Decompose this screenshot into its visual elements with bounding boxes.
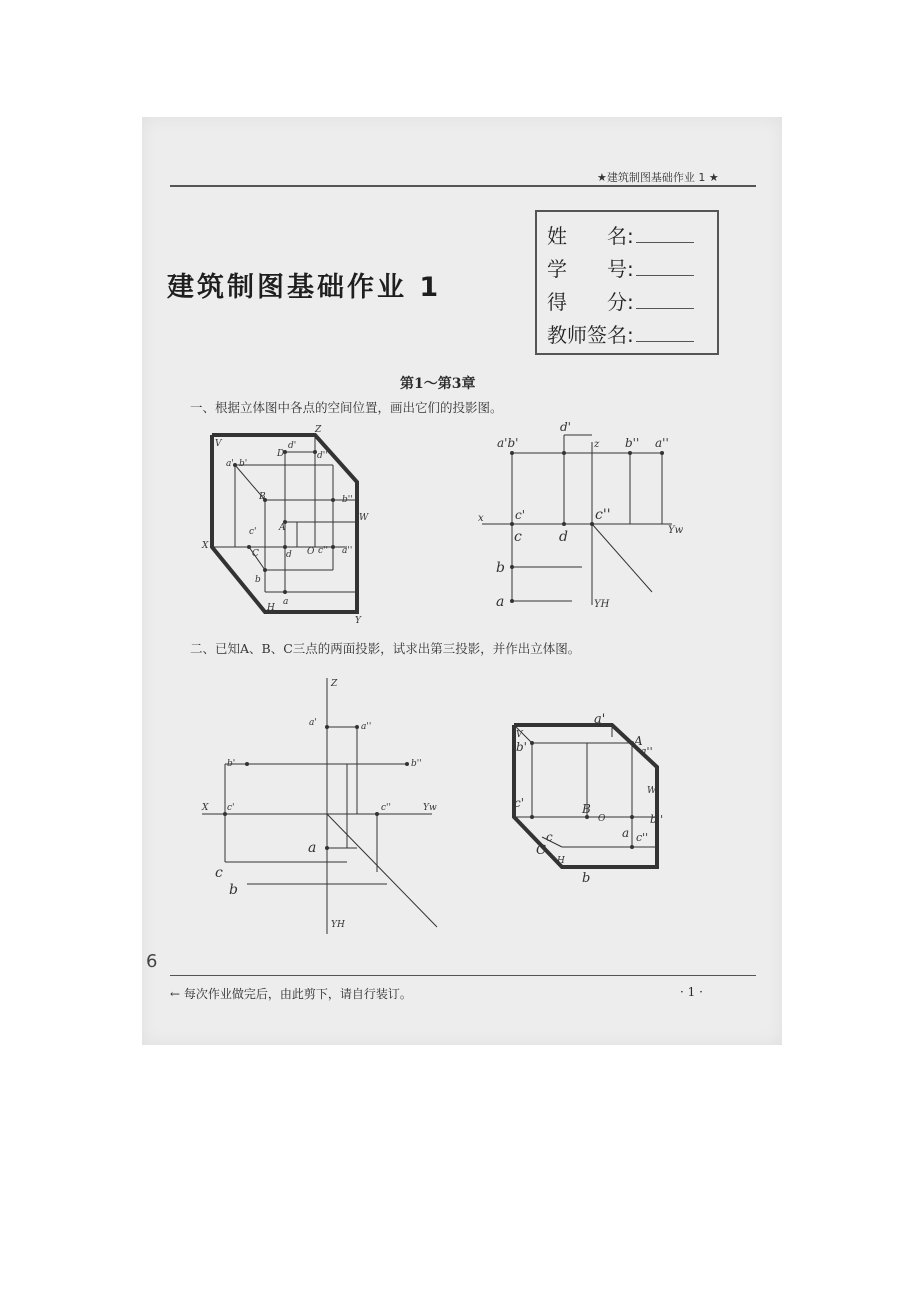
fig4-label-b1: b' [516,740,527,754]
fig3-label-c2: c'' [381,803,391,813]
fig2-label-x: x [478,513,484,524]
fig4-label-H: H [557,856,565,866]
fig4-label-W: W [647,786,657,796]
fig2-label-yw: Yw [668,525,684,536]
fig4-label-c1: c' [514,796,525,810]
figure-1-isometric [197,422,407,627]
fig4-label-a: a [622,826,630,840]
fig2-label-c: c [514,529,522,545]
info-row-id [547,253,694,282]
fig2-label-c2: c'' [595,507,611,523]
fig1-label-Y: Y [355,616,361,626]
info-row-teacher [547,319,694,348]
fig3-label-b1: b' [227,759,236,769]
fig3-label-c1: c' [227,803,235,813]
info-label-teacher: 教师签名: [547,323,634,347]
figure-2-projection-answer [472,417,702,617]
fig1-label-b2: b'' [342,495,353,505]
header-rule [170,185,756,187]
fig2-label-c1: c' [515,508,526,522]
info-label-id: 学 号: [547,257,634,281]
fig4-label-b2: b'' [650,813,664,826]
fig3-label-yw: Yw [423,803,437,813]
fig4-label-V: V [516,730,523,740]
fig3-label-z: Z [331,679,338,689]
fig4-label-c2: c'' [636,831,649,844]
info-row-name [547,220,694,249]
fig4-label-c: c [546,830,553,844]
fig1-label-A: A [279,523,286,533]
fig1-label-c1: c' [249,527,257,537]
fig1-label-d: d [286,550,292,560]
score-blank[interactable] [636,308,694,309]
info-label-score: 得 分: [547,290,634,314]
fig2-label-b2: b'' [625,436,640,450]
fig1-label-b1: b' [239,459,248,469]
fig4-label-b: b [582,871,591,882]
fig1-label-b: b [255,575,261,585]
fig1-label-X: X [202,541,209,551]
fig2-label-yh: YH [594,599,610,610]
margin-mark: 6 [146,951,158,972]
fig3-label-a: a [308,840,317,856]
fig1-label-Z: Z [315,425,322,435]
worksheet-page [142,117,782,1045]
fig2-label-ab1: a'b' [497,436,519,450]
header-tag: ★建筑制图基础作业 1 ★ [597,171,719,184]
fig1-label-H: H [267,603,275,613]
fig2-label-a2: a'' [655,436,669,450]
footer-note: ← 每次作业做完后，由此剪下，请自行装订。 [170,987,412,1001]
fig3-label-x: X [202,803,209,813]
fig1-label-c2: c'' [318,546,328,556]
question-1: 一、根据立体图中各点的空间位置，画出它们的投影图。 [190,400,503,415]
fig1-label-W: W [359,513,369,523]
fig1-label-d2: d'' [317,451,328,461]
fig4-label-C: C [536,843,546,858]
fig1-label-a: a [283,597,289,607]
figure-4-isometric-answer [502,707,677,882]
page-title: 建筑制图基础作业 1 [167,272,442,303]
id-blank[interactable] [636,275,694,276]
fig2-label-a: a [496,594,505,610]
info-label-name: 姓 名: [547,224,634,248]
fig3-label-b2: b'' [411,759,422,769]
fig3-label-yh: YH [331,920,345,930]
fig3-label-a1: a' [309,718,317,728]
footer-rule [170,975,756,976]
fig1-label-V: V [215,439,222,449]
fig2-label-d: d [559,529,568,545]
fig4-label-a1: a' [594,712,606,727]
info-row-score [547,286,694,315]
fig1-label-O: O [307,547,315,557]
fig3-label-c: c [215,865,223,881]
fig4-label-a2: a'' [640,745,653,758]
fig3-label-a2: a'' [361,722,372,732]
question-2: 二、已知A、B、C三点的两面投影，试求出第三投影，并作出立体图。 [190,641,581,656]
fig1-label-a2: a'' [342,546,353,556]
fig1-label-D: D [277,449,285,459]
fig4-label-A: A [634,734,643,748]
page-number: · 1 · [680,985,703,999]
chapter-heading: 第1～第3章 [400,376,476,392]
student-info-box [535,210,719,355]
name-blank[interactable] [636,242,694,243]
fig2-label-d1: d' [560,420,571,434]
fig4-label-B: B [582,802,591,816]
fig4-label-O: O [598,814,606,824]
teacher-signature-blank[interactable] [636,341,694,342]
fig2-label-b: b [496,560,505,576]
fig2-label-z: z [594,439,600,450]
fig1-label-C: C [252,549,259,559]
fig3-label-b: b [229,882,238,898]
figure-3-projection [197,672,457,942]
fig1-label-a1: a' [226,459,234,469]
fig1-label-d1: d' [288,441,297,451]
fig1-label-B: B [259,492,266,502]
